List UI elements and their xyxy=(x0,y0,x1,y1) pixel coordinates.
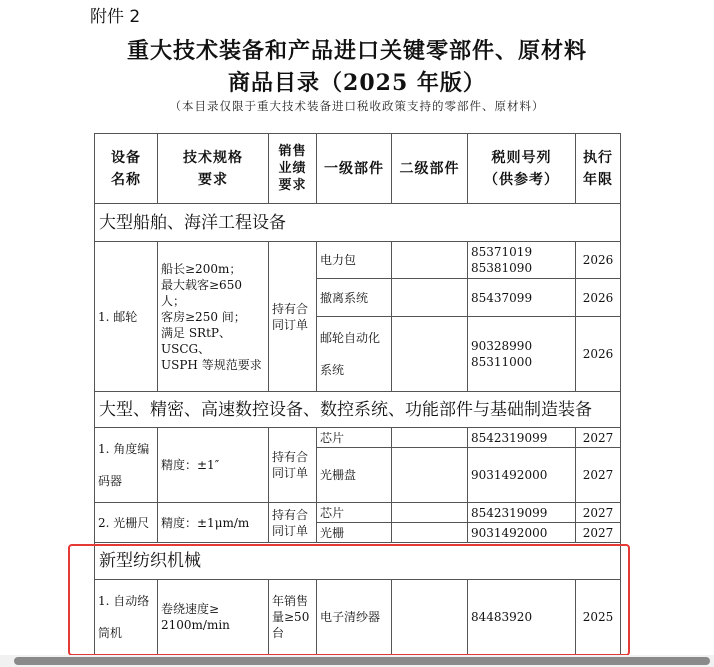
spec-grating-scale: 精度：±1μm/m xyxy=(158,503,269,543)
part-level2 xyxy=(392,242,468,279)
equipment-name-encoder: 1. 角度编 码器 xyxy=(95,428,158,503)
part-level1: 芯片 xyxy=(317,503,392,523)
table-row xyxy=(95,503,621,523)
tariff-code: 85371019 85381090 xyxy=(468,242,576,279)
section-row xyxy=(95,392,621,428)
part-level1: 光栅盘 xyxy=(317,448,392,503)
equipment-name-winder: 1. 自动络 筒机 xyxy=(95,580,158,655)
sales-encoder: 持有合 同订单 xyxy=(269,428,317,503)
part-level1: 撤离系统 xyxy=(317,279,392,317)
table-header-row xyxy=(95,134,621,204)
part-level2 xyxy=(392,523,468,543)
part-level1: 电力包 xyxy=(317,242,392,279)
spec-encoder: 精度：±1″ xyxy=(158,428,269,503)
document-title-line2: 商品目录（2025 年版） xyxy=(228,70,486,96)
period-year: 2025 xyxy=(576,580,621,655)
tariff-code: 9031492000 xyxy=(468,523,576,543)
equipment-name-grating-scale: 2. 光栅尺 xyxy=(95,503,158,543)
document-subtitle: （本目录仅限于重大技术装备进口税收政策支持的零部件、原材料） xyxy=(169,99,545,113)
section-title-ship: 大型船舶、海洋工程设备 xyxy=(95,204,621,242)
part-level1: 芯片 xyxy=(317,428,392,448)
part-level2 xyxy=(392,317,468,392)
part-level1: 邮轮自动化 系统 xyxy=(317,317,392,392)
header-sales-requirement: 销售 业绩 要求 xyxy=(269,134,317,204)
period-year: 2026 xyxy=(576,279,621,317)
part-level2 xyxy=(392,279,468,317)
header-tariff-code: 税则号列 （供参考） xyxy=(468,134,576,204)
equipment-name-cruise: 1. 邮轮 xyxy=(95,242,158,392)
tariff-code: 90328990 85311000 xyxy=(468,317,576,392)
part-level1: 光栅 xyxy=(317,523,392,543)
header-level2-part: 二级部件 xyxy=(392,134,468,204)
period-year: 2027 xyxy=(576,448,621,503)
header-equipment-name: 设备 名称 xyxy=(95,134,158,204)
document-title-line1: 重大技术装备和产品进口关键零部件、原材料 xyxy=(126,38,587,64)
section-row xyxy=(95,204,621,242)
period-year: 2026 xyxy=(576,317,621,392)
table-row xyxy=(95,242,621,279)
horizontal-scrollbar-thumb[interactable] xyxy=(14,657,710,665)
section-title-cnc: 大型、精密、高速数控设备、数控系统、功能部件与基础制造装备 xyxy=(95,392,621,428)
tariff-code: 8542319099 xyxy=(468,428,576,448)
tariff-code: 9031492000 xyxy=(468,448,576,503)
part-level2 xyxy=(392,448,468,503)
part-level2 xyxy=(392,428,468,448)
sales-cruise: 持有合 同订单 xyxy=(269,242,317,392)
highlight-box xyxy=(68,544,630,656)
header-period: 执行 年限 xyxy=(576,134,621,204)
period-year: 2027 xyxy=(576,503,621,523)
header-level1-part: 一级部件 xyxy=(317,134,392,204)
tariff-code: 84483920 xyxy=(468,580,576,655)
sales-winder: 年销售 量≥50 台 xyxy=(269,580,317,655)
header-tech-spec: 技术规格 要求 xyxy=(158,134,269,204)
spec-cruise: 船长≥200m； 最大载客≥650 人； 客房≥250 间； 满足 SRtP、USCG、 USPH 等规范要求 xyxy=(158,242,269,392)
part-level1: 电子清纱器 xyxy=(317,580,392,655)
attachment-label: 附件 2 xyxy=(90,7,141,27)
tariff-code: 85437099 xyxy=(468,279,576,317)
period-year: 2027 xyxy=(576,428,621,448)
tariff-code: 8542319099 xyxy=(468,503,576,523)
table-row xyxy=(95,428,621,448)
period-year: 2027 xyxy=(576,523,621,543)
section-title-textile: 新型纺织机械 xyxy=(95,543,621,580)
sales-grating-scale: 持有合 同订单 xyxy=(269,503,317,543)
spec-winder: 卷绕速度≥ 2100m/min xyxy=(158,580,269,655)
period-year: 2026 xyxy=(576,242,621,279)
part-level2 xyxy=(392,503,468,523)
